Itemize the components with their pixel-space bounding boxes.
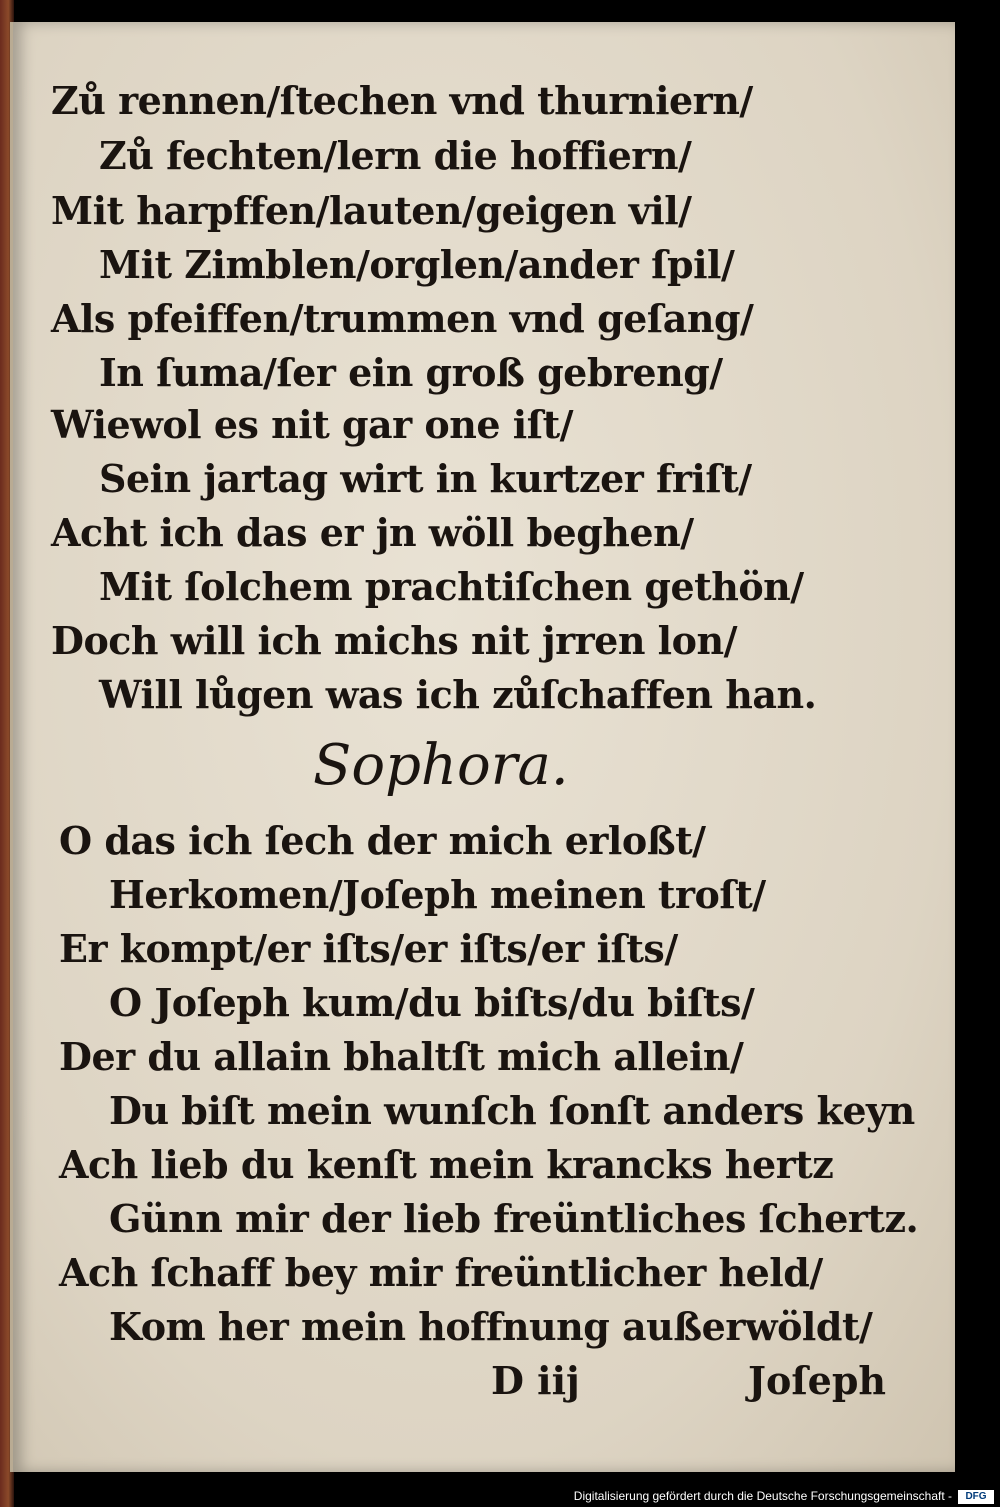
verse-line: Mit Zimblen/orglen/ander ſpil/	[99, 242, 735, 287]
dfg-logo: DFG	[958, 1490, 994, 1504]
verse-line: Er kompt/er iſts/er iſts/er iſts/	[59, 926, 678, 971]
catchword: Joſeph	[748, 1358, 887, 1403]
verse-line: Herkomen/Joſeph meinen troſt/	[109, 872, 766, 917]
signature-mark: D iij	[491, 1358, 580, 1403]
verse-line: Günn mir der lieb freüntliches ſchertz.	[109, 1196, 919, 1241]
verse-line: O das ich ſech der mich erloßt/	[59, 818, 706, 863]
verse-line: Wiewol es nit gar one iſt/	[51, 402, 574, 447]
verse-line: Mit harpffen/lauten/geigen vil/	[51, 188, 692, 233]
verse-line: Sein jartag wirt in kurtzer friſt/	[99, 456, 752, 501]
verse-line: Doch will ich michs nit jrren lon/	[51, 618, 737, 663]
verse-line: Zů rennen/ſtechen vnd thurniern/	[51, 78, 753, 123]
verse-line: Will lůgen was ich zůſchaffen han.	[99, 672, 817, 717]
verse-line: Acht ich das er jn wöll beghen/	[51, 510, 694, 555]
verse-line: Du biſt mein wunſch ſonſt anders keyn	[109, 1088, 915, 1133]
verse-line: O Joſeph kum/du biſts/du biſts/	[109, 980, 755, 1025]
verse-line: In ſuma/ſer ein groß gebreng/	[99, 350, 723, 395]
verse-line: Zů fechten/lern die hoffiern/	[99, 133, 692, 178]
verse-line: Ach lieb du kenſt mein krancks hertz	[59, 1142, 834, 1187]
book-page	[10, 22, 955, 1472]
verse-line: Kom her mein hoffnung außerwöldt/	[109, 1304, 873, 1349]
verse-line: Der du allain bhaltſt mich allein/	[59, 1034, 744, 1079]
verse-line: Ach ſchaff bey mir freüntlicher held/	[59, 1250, 823, 1295]
verse-line: Als pfeiffen/trummen vnd geſang/	[51, 296, 754, 341]
speaker-heading: Sophora.	[313, 733, 569, 798]
verse-line: Mit ſolchem prachtiſchen gethön/	[99, 564, 804, 609]
page-text	[13, 22, 955, 1472]
digitization-credit: Digitalisierung gefördert durch die Deutsche Forschungsgemeinschaft -	[573, 1489, 952, 1503]
